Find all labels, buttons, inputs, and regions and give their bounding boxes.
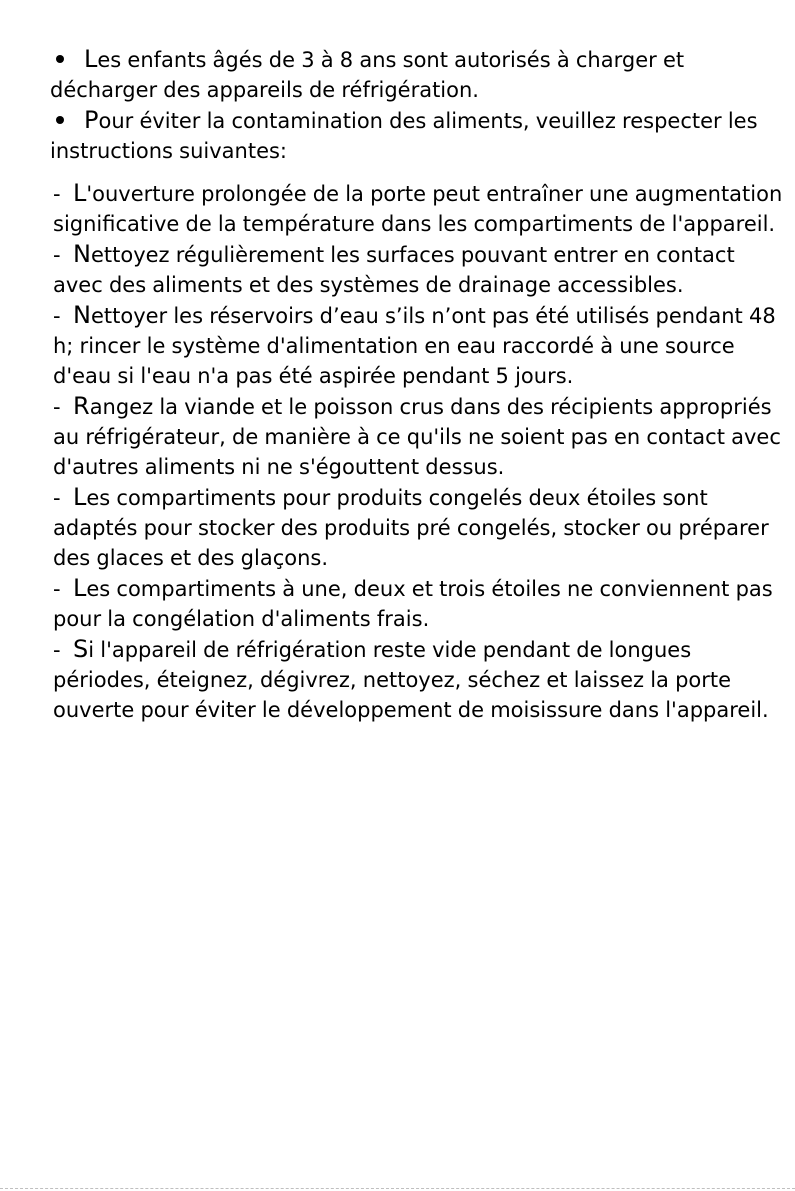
dash-marker: - (53, 304, 61, 328)
dash-marker: - (53, 486, 61, 510)
initial-letter: L (73, 483, 87, 511)
bullet-item-contamination (50, 105, 785, 166)
instruction-text: i l'appareil de réfrigération reste vide pendant de longues périodes, éteignez, dégivrez, nettoyez, séchez et laissez la porte ouverte pour éviter le développement de moisissure dans l'appareil. (53, 638, 769, 722)
initial-letter: L (73, 179, 87, 207)
instruction-item-water-tanks (53, 300, 785, 391)
initial-letter: N (73, 240, 91, 268)
instruction-text: es compartiments à une, deux et trois étoiles ne conviennent pas pour la congélation d'aliments frais. (53, 577, 773, 631)
bullet-text: our éviter la contamination des aliments, veuillez respecter les instructions suivantes: (50, 109, 758, 163)
initial-letter: N (73, 301, 91, 329)
instruction-item-cleaning (53, 239, 785, 300)
bullet-list (50, 44, 785, 166)
initial-letter: L (73, 574, 87, 602)
instruction-text: ettoyer les réservoirs d’eau s’ils n’ont pas été utilisés pendant 48 h; rincer le système d'alimentation en eau raccordé à une source d'eau si l'eau n'a pas été aspirée pendant 5 jours. (53, 304, 776, 388)
dash-marker: - (53, 243, 61, 267)
dash-marker: - (53, 182, 61, 206)
bullet-icon (56, 55, 64, 63)
initial-letter: R (73, 392, 90, 420)
instruction-text: es compartiments pour produits congelés deux étoiles sont adaptés pour stocker des produits pré congelés, stocker ou préparer des glaces et des glaçons. (53, 486, 769, 570)
instruction-list (53, 178, 785, 725)
page-bottom-divider (0, 1188, 795, 1189)
bullet-icon (56, 116, 64, 124)
dash-marker: - (53, 395, 61, 419)
instruction-item-door (53, 178, 785, 239)
instruction-item-raw-meat (53, 391, 785, 482)
initial-letter: L (84, 45, 98, 73)
bullet-item-children (50, 44, 785, 105)
instruction-text: ettoyez régulièrement les surfaces pouvant entrer en contact avec des aliments et des systèmes de drainage accessibles. (53, 243, 735, 297)
dash-marker: - (53, 638, 61, 662)
dash-marker: - (53, 577, 61, 601)
instruction-text: 'ouverture prolongée de la porte peut entraîner une augmentation significative de la température dans les compartiments de l'appareil. (53, 182, 783, 236)
bullet-text: es enfants âgés de 3 à 8 ans sont autorisés à charger et décharger des appareils de réfrigération. (50, 48, 685, 102)
initial-letter: S (73, 635, 89, 663)
instruction-text: angez la viande et le poisson crus dans des récipients appropriés au réfrigérateur, de manière à ce qu'ils ne soient pas en contact avec d'autres aliments ni ne s'égouttent dessus. (53, 395, 781, 479)
initial-letter: P (84, 106, 99, 134)
instruction-item-star-compartments (53, 573, 785, 634)
instruction-item-two-star (53, 482, 785, 573)
instruction-item-empty-appliance (53, 634, 785, 725)
